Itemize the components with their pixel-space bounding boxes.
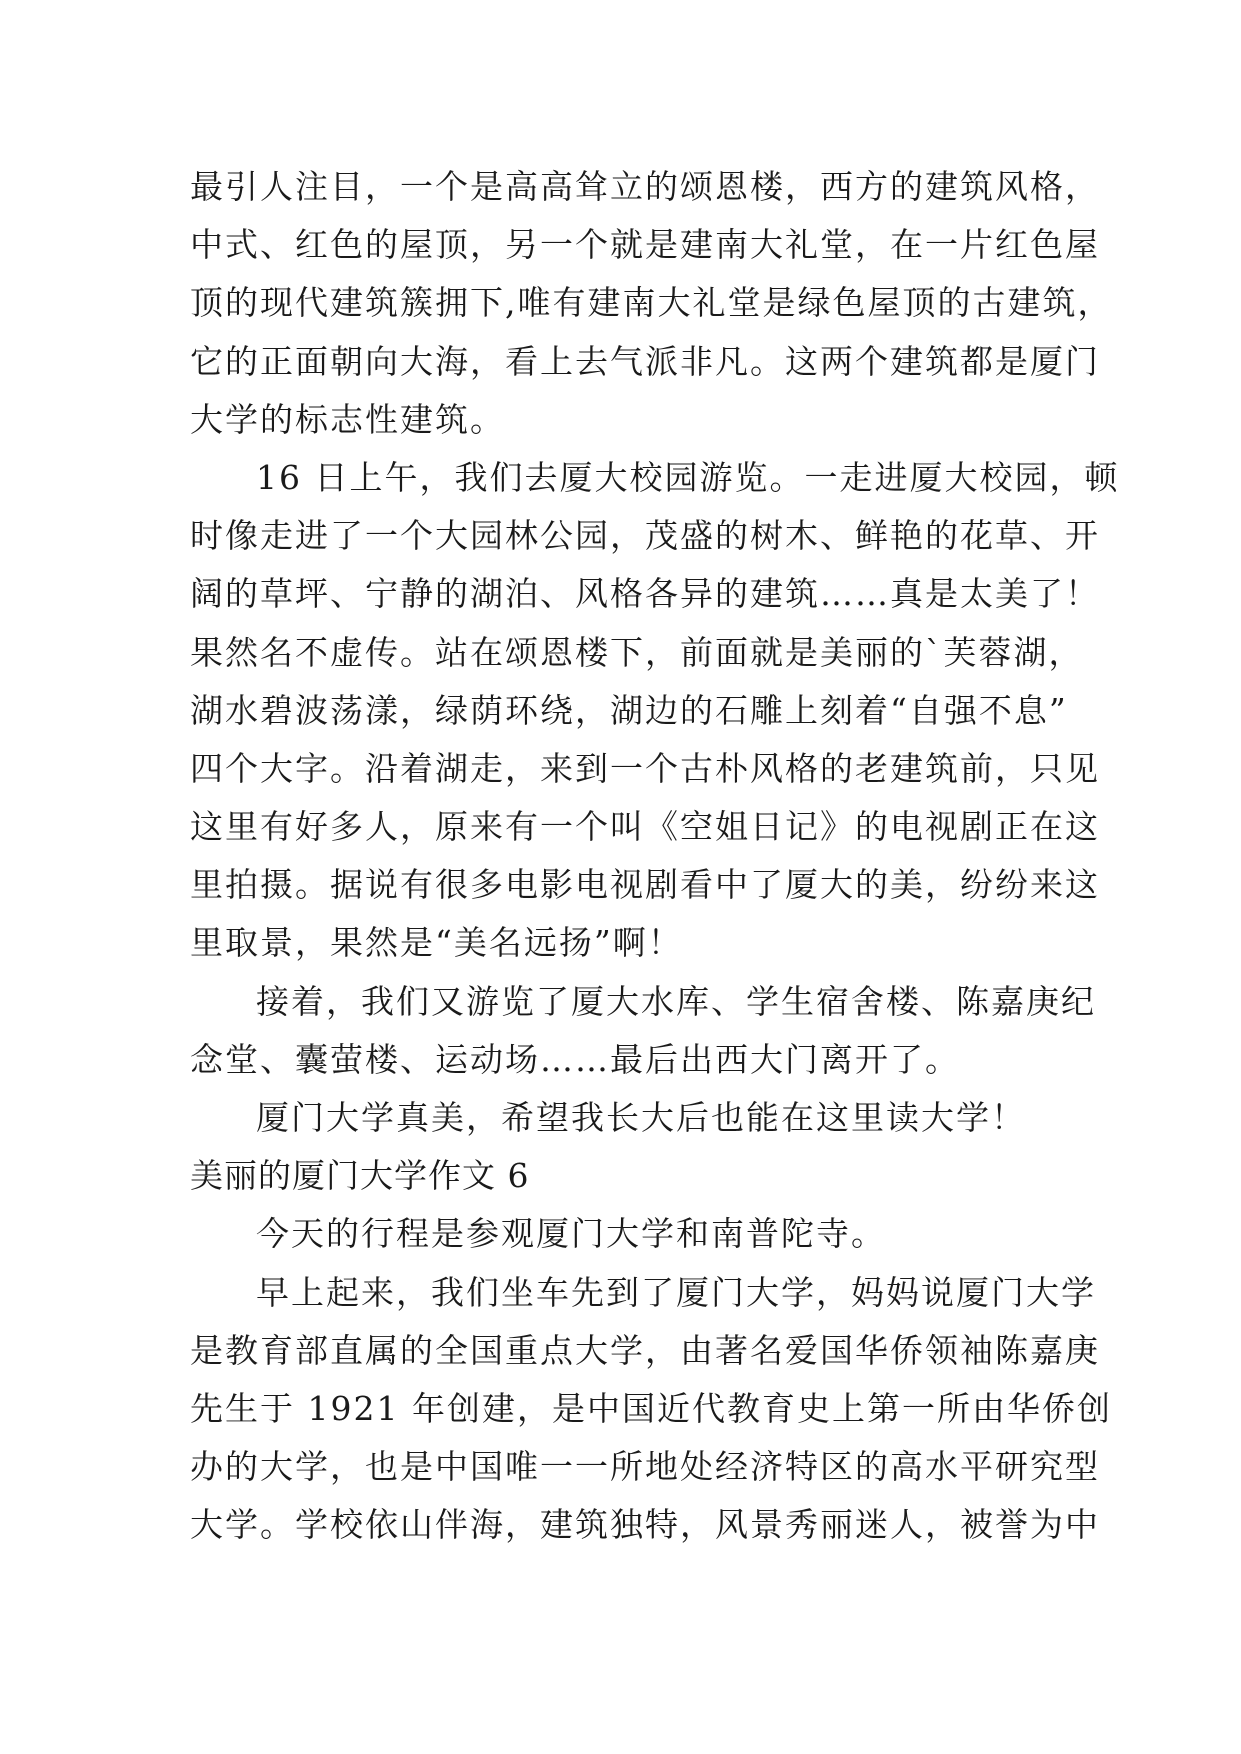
text-line: 大学的标志性建筑。 [190,399,505,439]
text-line: 它的正面朝向大海，看上去气派非凡。这两个建筑都是厦门 [190,341,1100,381]
paragraph-first-line: 16 日上午，我们去厦大校园游览。一走进厦大校园，顿 [256,457,1120,497]
text-line: 顶的现代建筑簇拥下,唯有建南大礼堂是绿色屋顶的古建筑， [190,283,1113,323]
text-line: 时像走进了一个大园林公园，茂盛的树木、鲜艳的花草、开 [190,516,1100,556]
text-line: 中式、红色的屋顶，另一个就是建南大礼堂，在一片红色屋 [190,225,1100,265]
text-line: 里拍摄。据说有很多电影电视剧看中了厦大的美，纷纷来这 [190,865,1100,905]
paragraph-first-line: 今天的行程是参观厦门大学和南普陀寺。 [256,1214,886,1254]
text-line: 这里有好多人，原来有一个叫《空姐日记》的电视剧正在这 [190,807,1100,847]
text-line: 最引人注目，一个是高高耸立的颂恩楼，西方的建筑风格， [190,167,1100,206]
section-heading: 美丽的厦门大学作文 6 [190,1156,530,1196]
text-line: 阔的草坪、宁静的湖泊、风格各异的建筑……真是太美了！ [190,574,1100,614]
text-line: 先生于 1921 年创建，是中国近代教育史上第一所由华侨创 [190,1388,1112,1428]
paragraph-first-line: 早上起来，我们坐车先到了厦门大学，妈妈说厦门大学 [256,1272,1096,1312]
text-line: 是教育部直属的全国重点大学，由著名爱国华侨领袖陈嘉庚 [190,1330,1100,1370]
paragraph-first-line: 接着，我们又游览了厦大水库、学生宿舍楼、陈嘉庚纪 [256,981,1096,1021]
paragraph-first-line: 厦门大学真美，希望我长大后也能在这里读大学！ [256,1098,1026,1137]
text-line: 四个大字。沿着湖走，来到一个古朴风格的老建筑前，只见 [190,748,1100,788]
document-body [190,158,1120,1555]
text-line: 果然名不虚传。站在颂恩楼下，前面就是美丽的`芙蓉湖， [190,632,1084,672]
text-line: 里取景，果然是“美名远扬”啊！ [190,923,683,963]
text-line: 办的大学，也是中国唯一一所地处经济特区的高水平研究型 [190,1447,1100,1487]
text-line: 大学。学校依山伴海，建筑独特，风景秀丽迷人，被誉为中 [190,1505,1100,1545]
text-line: 湖水碧波荡漾，绿荫环绕，湖边的石雕上刻着“自强不息” [190,690,1068,730]
text-line: 念堂、囊萤楼、运动场……最后出西大门离开了。 [190,1039,960,1079]
